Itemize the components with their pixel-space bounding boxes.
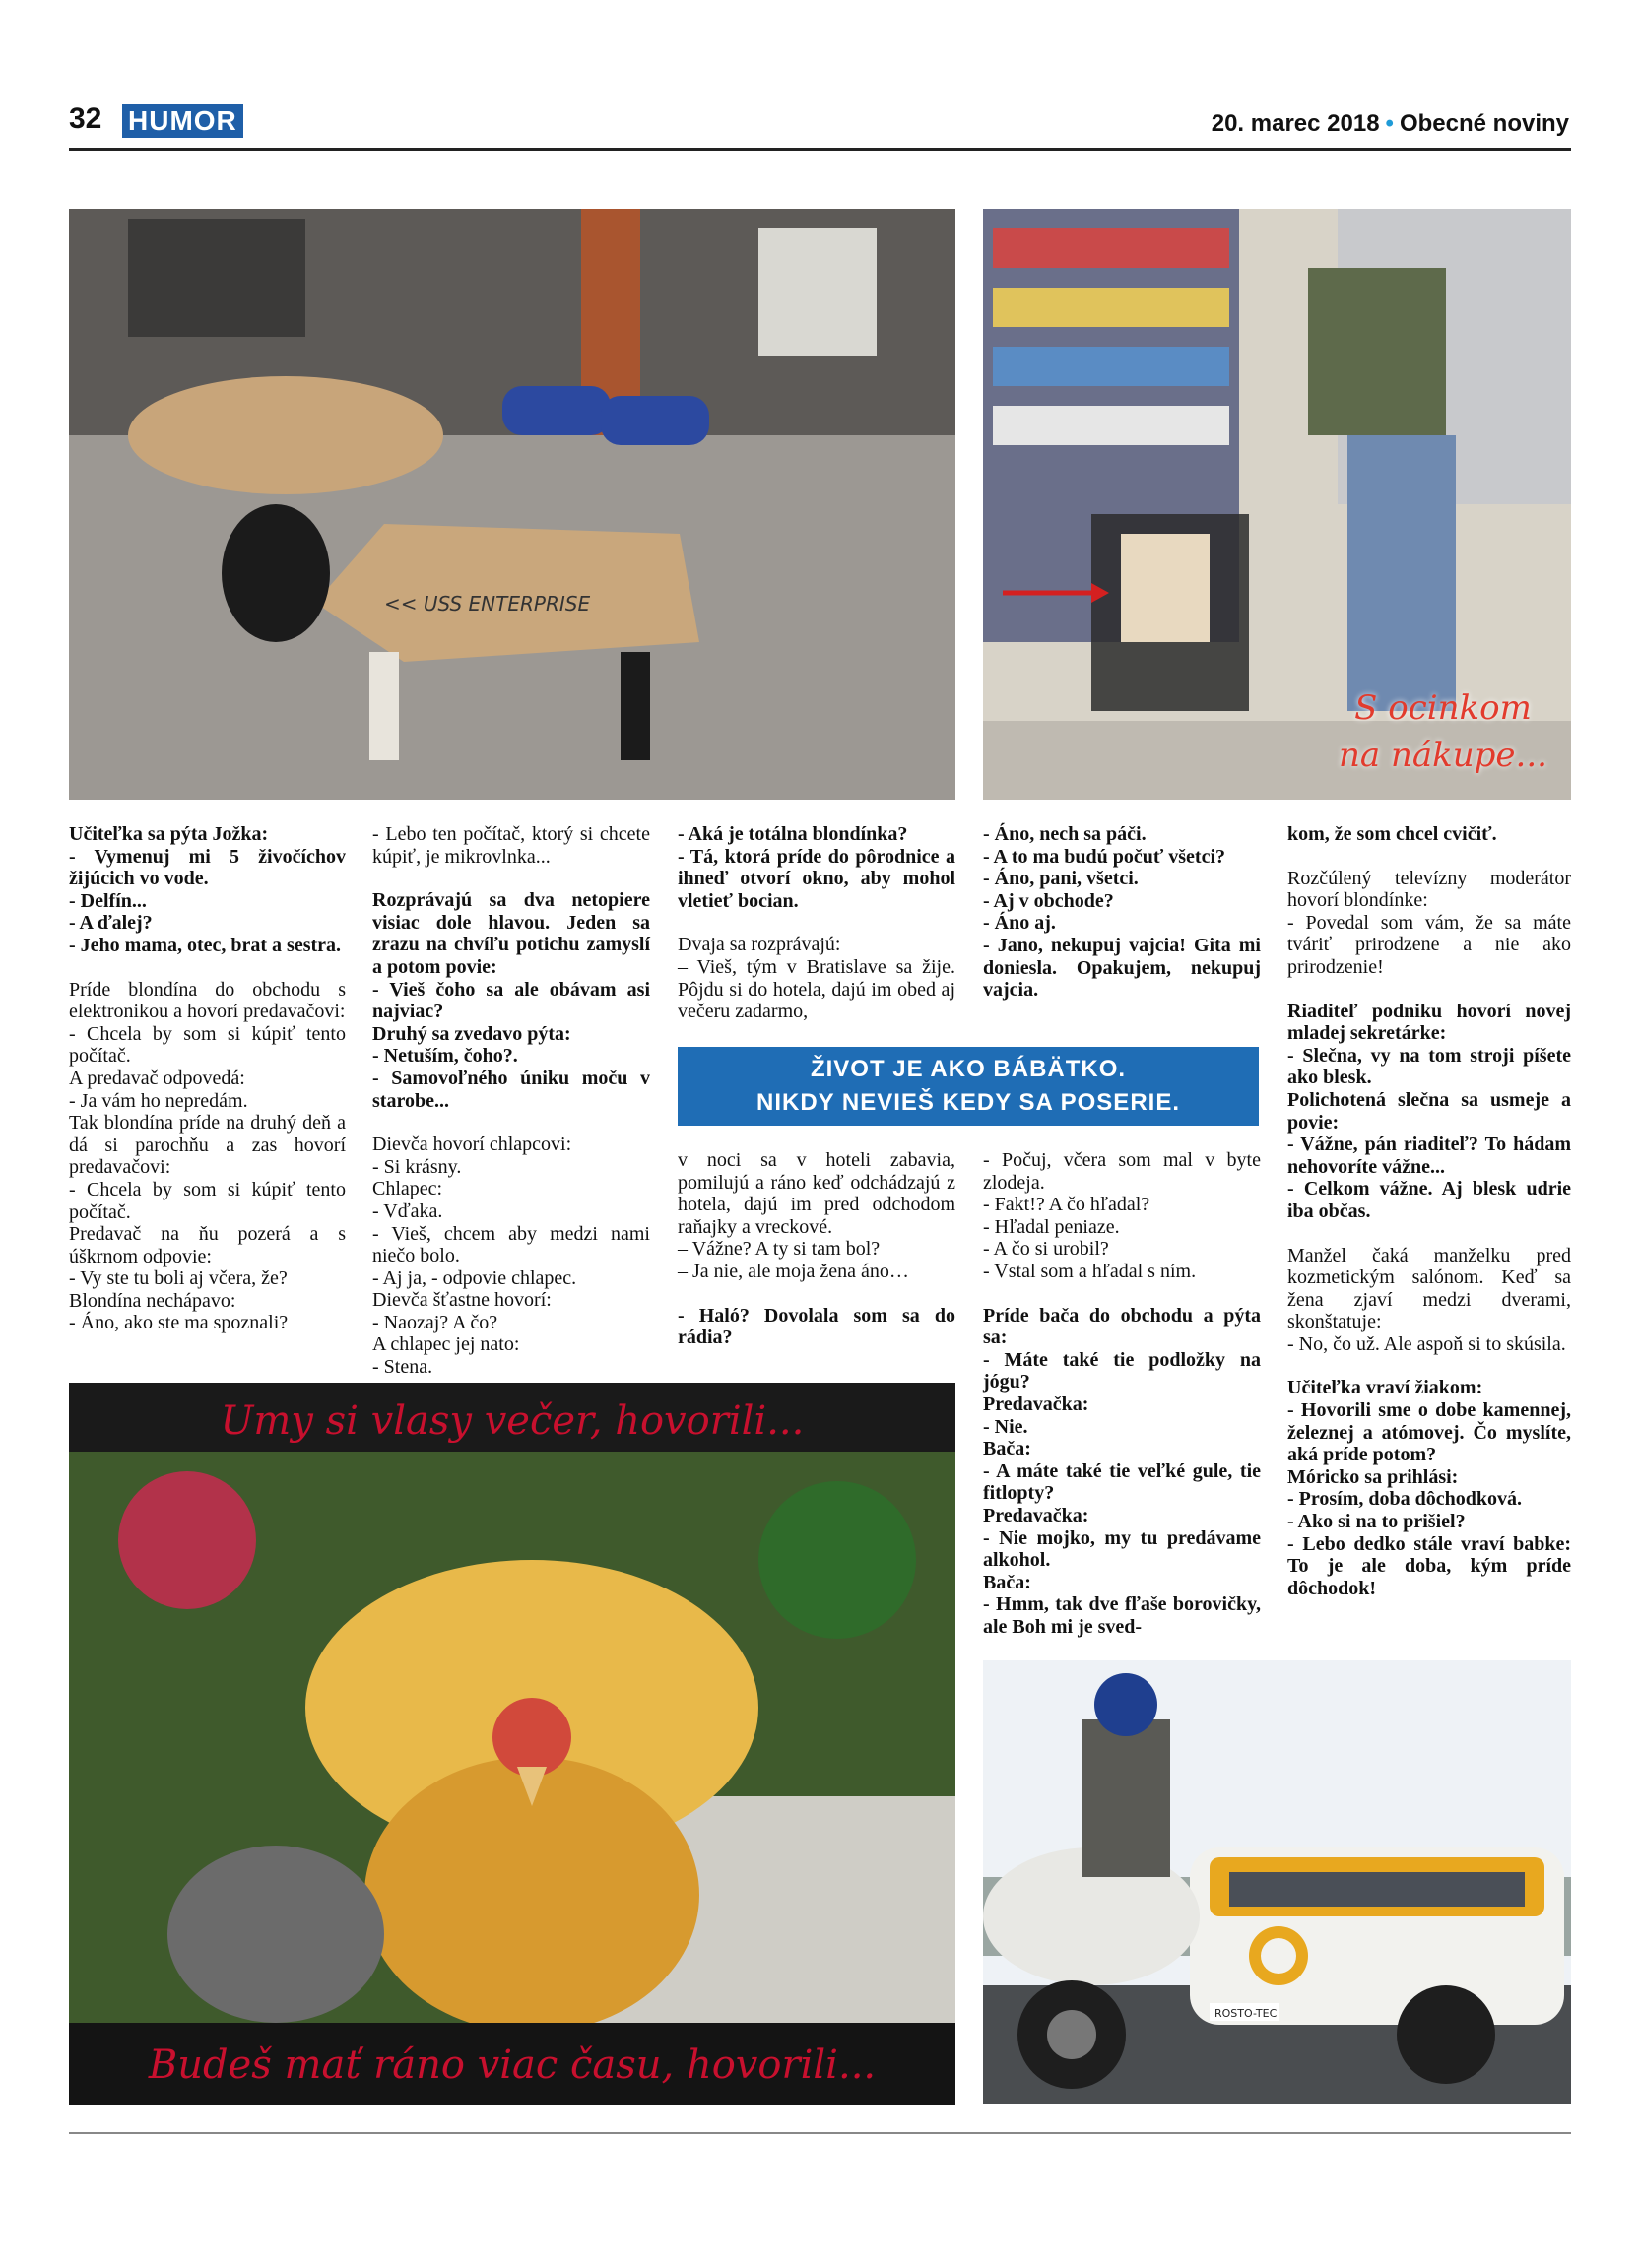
joke-line: - Tá, ktorá príde do pôrodnice a ihneď otvorí okno, aby mohol vletieť bocian.	[678, 845, 955, 912]
header-rule	[69, 148, 1571, 151]
joke-line: - Vymenuj mi 5 živočíchov žijúcich vo vode.	[69, 845, 346, 890]
joke-line: - Vstal som a hľadal s ním.	[983, 1260, 1197, 1282]
joke-line: - Vďaka.	[372, 1199, 443, 1222]
joke-line: - A ďalej?	[69, 912, 153, 935]
joke-line: - Hovorili sme o dobe kamennej, železnej a atómovej. Čo myslíte, aká príde potom?	[1287, 1399, 1571, 1466]
joke-line: - Jano, nekupuj vajcia! Gita mi doniesla. Opakujem, nekupuj vajcia.	[983, 934, 1261, 1002]
joke-line: Príde bača do obchodu a pýta sa:	[983, 1304, 1261, 1349]
joke-line: - Aká je totálna blondínka?	[678, 823, 908, 845]
joke-line: - Chcela by som si kúpiť tento počítač.	[69, 1178, 346, 1223]
joke-line: - Áno aj.	[983, 912, 1056, 935]
shopping-caption-line-2: na nákupe...	[1339, 736, 1547, 775]
joke-line: - Fakt!? A čo hľadal?	[983, 1194, 1150, 1216]
joke-line: - Aj v obchode?	[983, 889, 1114, 912]
rooster-caption-top: Umy si vlasy večer, hovorili...	[220, 1398, 805, 1444]
joke-line: v noci sa v hoteli zabavia, pomilujú a ráno keď odchádzajú z hotela, dajú im pred odchodom raňajky a vreckové.	[678, 1149, 955, 1238]
rooster-caption-bottom: Budeš mať ráno viac času, hovorili...	[148, 2042, 877, 2088]
footer-rule	[69, 2132, 1571, 2134]
joke-line: - Hmm, tak dve fľaše borovičky, ale Boh mi je sved-	[983, 1593, 1261, 1638]
joke-line: - Lebo ten počítač, ktorý si chcete kúpiť, je mikrovlnka...	[372, 823, 650, 868]
column-4-top	[983, 823, 1261, 1002]
joke-line: Druhý sa zvedavo pýta:	[372, 1022, 571, 1045]
scooter-sidecar-photo	[983, 1660, 1571, 2104]
joke-line: Dievča hovorí chlapcovi:	[372, 1134, 572, 1156]
joke-line: - A to ma budú počuť všetci?	[983, 845, 1226, 868]
column-2	[372, 823, 650, 1379]
paragraph-spacer	[69, 957, 346, 979]
joke-line: Chlapec:	[372, 1178, 443, 1200]
joke-line: - Netuším, čoho?.	[372, 1045, 518, 1068]
joke-line: Polichotená slečna sa usmeje a povie:	[1287, 1088, 1571, 1134]
paragraph-spacer	[372, 1112, 650, 1134]
joke-line: kom, že som chcel cvičiť.	[1287, 823, 1497, 845]
shopping-caption-line-1: S ocinkom	[1354, 688, 1532, 728]
joke-line: - Naozaj? A čo?	[372, 1311, 498, 1333]
column-3-bottom	[678, 1149, 955, 1349]
quote-banner-line-2: NIKDY NEVIEŠ KEDY SA POSERIE.	[755, 1089, 1180, 1116]
section-label: HUMOR	[122, 104, 243, 138]
joke-line: – Ja nie, ale moja žena áno…	[678, 1260, 909, 1282]
joke-line: - Máte také tie podložky na jógu?	[983, 1348, 1261, 1393]
issue-date: 20. marec 2018	[1211, 110, 1380, 137]
joke-line: - Lebo dedko stále vraví babke: To je ale doba, kým príde dôchodok!	[1287, 1532, 1571, 1599]
joke-line: Rozčúlený televízny moderátor hovorí blondínke:	[1287, 867, 1571, 912]
paragraph-spacer	[1287, 1355, 1571, 1377]
paragraph-spacer	[1287, 979, 1571, 1001]
column-3-top	[678, 823, 955, 1023]
quote-banner	[678, 1047, 1259, 1126]
joke-line: - A čo si urobil?	[983, 1238, 1109, 1261]
joke-line: - Nie mojko, my tu predávame alkohol.	[983, 1526, 1261, 1572]
joke-line: - Slečna, vy na tom stroji píšete ako blesk.	[1287, 1044, 1571, 1089]
joke-line: - Vážne, pán riaditeľ? To hádam nehovoríte vážne...	[1287, 1134, 1571, 1178]
joke-line: Predavačka:	[983, 1504, 1089, 1526]
joke-line: Tak blondína príde na druhý deň a dá si parochňu a zas hovorí predavačovi:	[69, 1112, 346, 1179]
joke-line: - Ja vám ho nepredám.	[69, 1089, 248, 1112]
masthead-date-publication	[1212, 110, 1569, 138]
rooster-meme-photo	[69, 1383, 955, 2105]
bullet-icon: •	[1385, 110, 1394, 137]
shopping-caption	[1320, 684, 1566, 779]
joke-line: - Aj ja, - odpovie chlapec.	[372, 1266, 577, 1289]
joke-line: Bača:	[983, 1438, 1031, 1460]
joke-line: - A máte také tie veľké gule, tie fitlopty?	[983, 1459, 1261, 1505]
paragraph-spacer	[1287, 846, 1571, 868]
dog-enterprise-photo	[69, 209, 955, 800]
joke-line: Móricko sa prihlási:	[1287, 1465, 1459, 1488]
joke-line: - Samovoľného úniku moču v starobe...	[372, 1067, 650, 1112]
dog-label-text: << USS ENTERPRISE	[384, 592, 591, 616]
joke-line: - Áno, pani, všetci.	[983, 868, 1139, 890]
joke-line: Manžel čaká manželku pred kozmetickým salónom. Keď sa žena zjaví medzi dverami, skonštatuje:	[1287, 1244, 1571, 1333]
joke-line: Blondína nechápavo:	[69, 1289, 236, 1312]
joke-line: - Vieš, chcem aby medzi nami niečo bolo.	[372, 1222, 650, 1267]
joke-line: – Vieš, tým v Bratislave sa žije. Pôjdu si do hotela, dajú im obed aj večeru zadarmo,	[678, 955, 955, 1023]
page-number: 32	[69, 102, 102, 135]
joke-line: - Áno, nech sa páči.	[983, 823, 1147, 845]
quote-banner-line-1: ŽIVOT JE AKO BÁBÄTKO.	[810, 1056, 1127, 1082]
joke-line: - Hľadal peniaze.	[983, 1215, 1120, 1238]
joke-line: - Nie.	[983, 1415, 1028, 1438]
joke-line: Predavač na ňu pozerá a s úškrnom odpovie:	[69, 1223, 346, 1267]
joke-line: - Stena.	[372, 1356, 433, 1379]
joke-line: Riaditeľ podniku hovorí novej mladej sekretárke:	[1287, 1000, 1571, 1045]
joke-line: - Chcela by som si kúpiť tento počítač.	[69, 1022, 346, 1068]
joke-line: Predavačka:	[983, 1393, 1089, 1415]
joke-line: A chlapec jej nato:	[372, 1333, 520, 1356]
joke-line: Dievča šťastne hovorí:	[372, 1289, 552, 1312]
paragraph-spacer	[678, 1283, 955, 1305]
paragraph-spacer	[983, 1283, 1261, 1305]
joke-line: - Delfín...	[69, 889, 147, 912]
joke-line: Bača:	[983, 1571, 1031, 1593]
joke-line: - No, čo už. Ale aspoň si to skúsila.	[1287, 1332, 1566, 1355]
joke-line: Učiteľka vraví žiakom:	[1287, 1377, 1483, 1399]
scooter-plate-text: ROSTO-TEC	[1214, 2007, 1278, 2020]
joke-line: - Vieš čoho sa ale obávam asi najviac?	[372, 978, 650, 1023]
joke-line: - Povedal som vám, že sa máte tváriť prirodzene a nie ako prirodzenie!	[1287, 911, 1571, 978]
column-5	[1287, 823, 1571, 1599]
joke-line: - Si krásny.	[372, 1155, 462, 1178]
joke-line: Učiteľka sa pýta Jožka:	[69, 823, 269, 845]
joke-line: - Haló? Dovolala som sa do rádia?	[678, 1304, 955, 1349]
joke-line: Dvaja sa rozprávajú:	[678, 934, 841, 956]
joke-line: Rozprávajú sa dva netopiere visiac dole hlavou. Jeden sa zrazu na chvíľu potichu zamyslí a potom povie:	[372, 889, 650, 978]
publication-name: Obecné noviny	[1399, 110, 1569, 137]
joke-line: - Ako si na to prišiel?	[1287, 1511, 1466, 1533]
joke-line: – Vážne? A ty si tam bol?	[678, 1238, 881, 1261]
joke-line: Príde blondína do obchodu s elektronikou a hovorí predavačovi:	[69, 978, 346, 1023]
joke-line: - Prosím, doba dôchodková.	[1287, 1488, 1523, 1511]
paragraph-spacer	[678, 912, 955, 934]
joke-line: - Celkom vážne. Aj blesk udrie iba občas.	[1287, 1178, 1571, 1222]
joke-line: A predavač odpovedá:	[69, 1067, 245, 1089]
column-1	[69, 823, 346, 1334]
column-4-bottom	[983, 1149, 1261, 1638]
paragraph-spacer	[372, 868, 650, 889]
joke-line: - Vy ste tu boli aj včera, že?	[69, 1267, 288, 1290]
paragraph-spacer	[1287, 1223, 1571, 1245]
joke-line: - Počuj, včera som mal v byte zlodeja.	[983, 1149, 1261, 1194]
joke-line: - Áno, ako ste ma spoznali?	[69, 1312, 289, 1334]
joke-line: - Jeho mama, otec, brat a sestra.	[69, 934, 342, 956]
